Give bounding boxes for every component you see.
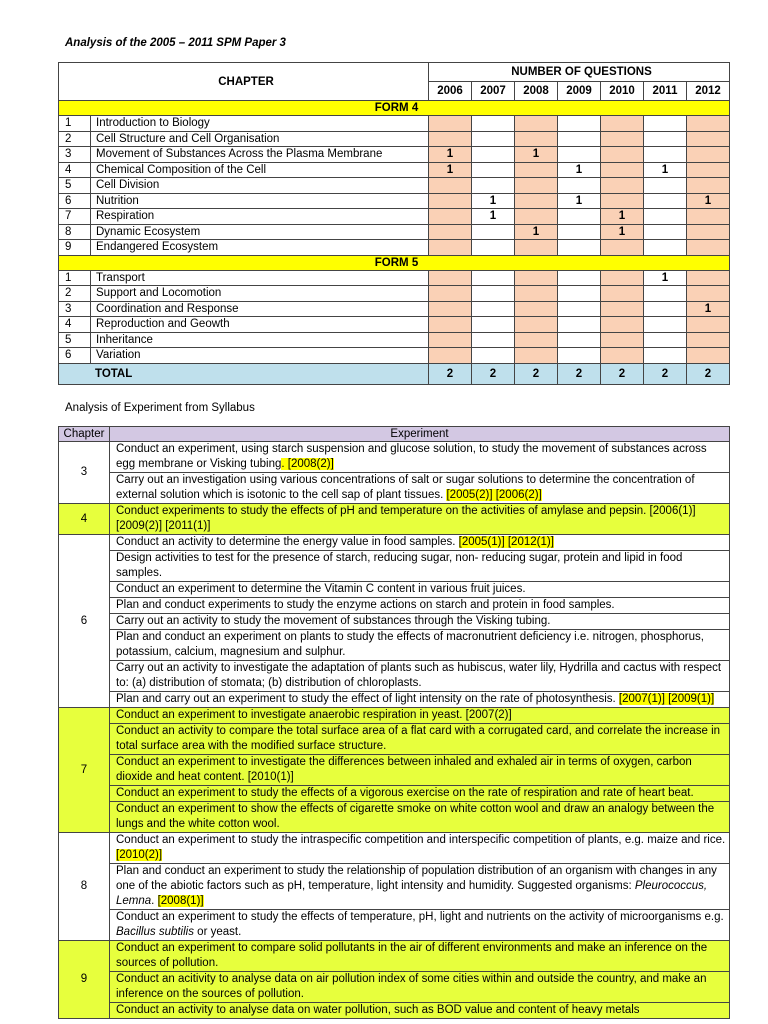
question-count [515, 162, 558, 178]
question-count: 1 [429, 147, 472, 163]
page-title: Analysis of the 2005 – 2011 SPM Paper 3 [65, 37, 286, 49]
experiment-text [110, 614, 730, 630]
question-count [515, 178, 558, 194]
question-count [601, 317, 644, 333]
experiment-text [110, 630, 730, 661]
question-count [472, 178, 515, 194]
question-count [601, 332, 644, 348]
question-count [601, 131, 644, 147]
experiment-segment: Conduct experiments to study the effects of pH and temperature on the activities of amylase and pepsin. [2006(1)] [2009(2)] [2011(1)] [116, 505, 696, 532]
experiment-text [110, 535, 730, 551]
experiment-segment: Conduct an acitivity to analyse data on air pollution index of some cities within and outside the country, and make an inference on the sources of pollution. [116, 973, 707, 1000]
total-count: 2 [472, 363, 515, 384]
chapter-row [59, 116, 730, 132]
question-count [429, 317, 472, 333]
question-count [472, 301, 515, 317]
chapter-row [59, 348, 730, 364]
chapter-header: CHAPTER [59, 63, 429, 101]
chapter-row [59, 317, 730, 333]
question-count [558, 209, 601, 225]
question-count [472, 162, 515, 178]
year-header: 2007 [472, 82, 515, 101]
question-count [644, 147, 687, 163]
question-count [687, 116, 730, 132]
question-count [472, 332, 515, 348]
question-count [429, 332, 472, 348]
question-count: 1 [558, 162, 601, 178]
year-header: 2008 [515, 82, 558, 101]
question-count [558, 286, 601, 302]
year-reference: [2007(1)] [2009(1)] [618, 693, 715, 705]
year-header: 2012 [687, 82, 730, 101]
total-count: 2 [429, 363, 472, 384]
experiment-row [59, 598, 730, 614]
experiment-text [110, 473, 730, 504]
experiment-text [110, 972, 730, 1003]
chapter-name: Endangered Ecosystem [91, 240, 429, 256]
chapter-name: Introduction to Biology [91, 116, 429, 132]
question-count [472, 348, 515, 364]
question-count [429, 286, 472, 302]
experiment-segment: Conduct an experiment to study the effects of temperature, pH, light and nutrients on the activity of microorganisms e.g. [116, 911, 724, 923]
question-count: 1 [687, 301, 730, 317]
experiment-segment: Carry out an activity to investigate the adaptation of plants such as hubiscus, water lily, Hydrilla and cactus with respect to: (a) distribution of stomata; (b) distribution of chloroplasts. [116, 662, 722, 689]
experiment-text [110, 598, 730, 614]
question-count [472, 286, 515, 302]
experiment-segment: Plan and conduct an experiment to study the relationship of population distribution of an organism with changes in any one of the abiotic factors such as pH, temperature, light intensity and humidity. Suggested organisms: [116, 865, 717, 892]
chapter-name: Transport [91, 270, 429, 286]
year-reference: [2005(2)] [2006(2)] [446, 489, 542, 501]
experiment-row [59, 864, 730, 910]
question-count [644, 116, 687, 132]
question-count [429, 270, 472, 286]
question-count [515, 270, 558, 286]
question-count [687, 317, 730, 333]
total-count: 2 [687, 363, 730, 384]
experiment-text [110, 910, 730, 941]
experiment-row [59, 614, 730, 630]
experiment-chapter: 6 [59, 535, 110, 708]
experiment-text [110, 724, 730, 755]
experiment-row [59, 1003, 730, 1019]
question-count [472, 317, 515, 333]
question-count [429, 131, 472, 147]
chapter-row [59, 224, 730, 240]
form4-label-row [59, 101, 730, 116]
question-count [515, 301, 558, 317]
experiment-text [110, 941, 730, 972]
question-count: 1 [644, 162, 687, 178]
experiment-segment: Carry out an activity to study the movement of substances through the Visking tubing. [116, 615, 551, 627]
question-count [429, 209, 472, 225]
question-count: 1 [601, 224, 644, 240]
question-count [558, 240, 601, 256]
year-reference: [2005(1)] [2012(1)] [458, 536, 554, 548]
experiment-row [59, 661, 730, 692]
year-header: 2011 [644, 82, 687, 101]
question-count: 1 [429, 162, 472, 178]
experiment-segment: Plan and conduct an experiment on plants to study the effects of macronutrient deficiency i.e. nitrogen, phosphorus, potassium, calcium, magnesium and sulphur. [116, 631, 704, 658]
chapter-row [59, 178, 730, 194]
form5-label: FORM 5 [59, 255, 730, 270]
experiment-row [59, 972, 730, 1003]
question-count [429, 301, 472, 317]
chapter-row [59, 131, 730, 147]
experiment-text [110, 582, 730, 598]
chapter-row [59, 193, 730, 209]
year-header: 2006 [429, 82, 472, 101]
experiment-text [110, 442, 730, 473]
chapter-name: Movement of Substances Across the Plasma Membrane [91, 147, 429, 163]
question-count [515, 116, 558, 132]
question-count [644, 286, 687, 302]
experiment-segment: Pleurococcus, Lemna [116, 880, 708, 907]
chapter-row [59, 209, 730, 225]
question-count [515, 193, 558, 209]
question-count [515, 332, 558, 348]
question-count [601, 240, 644, 256]
question-count [515, 131, 558, 147]
question-count [429, 348, 472, 364]
question-count [558, 178, 601, 194]
year-reference: [2010(2)] [116, 849, 163, 861]
experiment-row [59, 786, 730, 802]
experiment-segment: Conduct an experiment to investigate the differences between inhaled and exhaled air in terms of oxygen, carbon dioxide and heat content. [2010(1)] [116, 756, 692, 783]
experiment-segment: or yeast. [193, 926, 242, 938]
question-count [515, 348, 558, 364]
experiment-column-header: Experiment [110, 427, 730, 442]
question-count [687, 332, 730, 348]
question-count [558, 116, 601, 132]
question-count [644, 224, 687, 240]
experiment-text [110, 661, 730, 692]
chapter-number: 3 [59, 147, 91, 163]
question-count [601, 270, 644, 286]
question-count [644, 301, 687, 317]
experiment-segment: Conduct an experiment to study the intraspecific competition and interspecific competition of plants, e.g. maize and rice. [116, 834, 726, 846]
question-count [429, 193, 472, 209]
question-count [601, 193, 644, 209]
chapter-name: Variation [91, 348, 429, 364]
experiment-segment: Bacillus subtilis [116, 926, 194, 938]
experiment-header-row [59, 427, 730, 442]
chapter-name: Cell Division [91, 178, 429, 194]
chapter-number: 5 [59, 178, 91, 194]
form4-label: FORM 4 [59, 101, 730, 116]
question-count [687, 131, 730, 147]
experiment-row [59, 473, 730, 504]
question-count [644, 178, 687, 194]
question-count [687, 224, 730, 240]
question-count [515, 240, 558, 256]
question-count: 1 [515, 224, 558, 240]
question-count [472, 131, 515, 147]
question-count [558, 332, 601, 348]
chapter-column-header: Chapter [59, 427, 110, 442]
chapter-number: 4 [59, 162, 91, 178]
experiment-row [59, 692, 730, 708]
experiment-text [110, 551, 730, 582]
question-count [644, 240, 687, 256]
question-count [515, 286, 558, 302]
experiment-row [59, 833, 730, 864]
chapter-name: Coordination and Response [91, 301, 429, 317]
experiment-text [110, 708, 730, 724]
experiment-segment: Conduct an experiment, using starch suspension and glucose solution, to study the movement of substances across egg membrane or Visking tubing [116, 443, 707, 470]
experiment-row [59, 582, 730, 598]
question-count [687, 178, 730, 194]
experiment-segment: Conduct an experiment to investigate anaerobic respiration in yeast. [2007(2)] [116, 709, 512, 721]
section-subtitle: Analysis of Experiment from Syllabus [65, 402, 255, 414]
questions-header: NUMBER OF QUESTIONS [429, 63, 730, 82]
chapter-number: 1 [59, 116, 91, 132]
experiment-text [110, 755, 730, 786]
chapter-row [59, 332, 730, 348]
question-count [515, 317, 558, 333]
experiment-segment: Conduct an experiment to determine the Vitamin C content in various fruit juices. [116, 583, 526, 595]
question-count [644, 317, 687, 333]
question-count [558, 348, 601, 364]
question-count [644, 131, 687, 147]
question-count [472, 270, 515, 286]
question-count [515, 209, 558, 225]
chapter-name: Reproduction and Geowth [91, 317, 429, 333]
experiment-segment: Conduct an activity to analyse data on water pollution, such as BOD value and content of heavy metals [116, 1004, 640, 1016]
question-count [429, 224, 472, 240]
chapter-name: Inheritance [91, 332, 429, 348]
questions-table [58, 62, 730, 385]
chapter-row [59, 240, 730, 256]
chapter-number: 8 [59, 224, 91, 240]
experiment-segment: Conduct an activity to compare the total surface area of a flat card with a corrugated card, and correlate the increase in total surface area with the modified surface structure. [116, 725, 721, 752]
question-count [601, 348, 644, 364]
experiment-segment: Plan and carry out an experiment to study the effect of light intensity on the rate of photosynthesis. [116, 693, 619, 705]
experiment-row [59, 535, 730, 551]
question-count [687, 209, 730, 225]
question-count [558, 224, 601, 240]
question-count: 1 [515, 147, 558, 163]
question-count [687, 270, 730, 286]
experiment-row [59, 708, 730, 724]
question-count: 1 [472, 193, 515, 209]
experiment-row [59, 724, 730, 755]
question-count: 1 [687, 193, 730, 209]
experiment-row [59, 941, 730, 972]
experiment-chapter: 9 [59, 941, 110, 1019]
chapter-name: Cell Structure and Cell Organisation [91, 131, 429, 147]
question-count [644, 332, 687, 348]
question-count [472, 116, 515, 132]
chapter-number: 6 [59, 348, 91, 364]
total-count: 2 [515, 363, 558, 384]
question-count [687, 162, 730, 178]
year-reference: [2008(1)] [157, 895, 204, 907]
experiment-chapter: 4 [59, 504, 110, 535]
question-count [472, 240, 515, 256]
question-count [644, 348, 687, 364]
question-count [601, 116, 644, 132]
question-count [601, 147, 644, 163]
question-count: 1 [558, 193, 601, 209]
experiment-row [59, 442, 730, 473]
question-count [601, 301, 644, 317]
experiment-segment: . [151, 895, 158, 907]
total-label: TOTAL [59, 363, 429, 384]
experiment-row [59, 802, 730, 833]
chapter-row [59, 147, 730, 163]
question-count [601, 178, 644, 194]
experiment-row [59, 910, 730, 941]
total-row [59, 363, 730, 384]
total-count: 2 [601, 363, 644, 384]
experiment-row [59, 551, 730, 582]
experiment-row [59, 755, 730, 786]
chapter-number: 9 [59, 240, 91, 256]
year-header: 2009 [558, 82, 601, 101]
chapter-name: Chemical Composition of the Cell [91, 162, 429, 178]
chapter-name: Support and Locomotion [91, 286, 429, 302]
question-count: 1 [472, 209, 515, 225]
total-count: 2 [558, 363, 601, 384]
experiment-text [110, 833, 730, 864]
question-count [687, 286, 730, 302]
experiment-text [110, 864, 730, 910]
question-count [687, 147, 730, 163]
experiment-segment: Conduct an activity to determine the energy value in food samples. [116, 536, 459, 548]
chapter-number: 6 [59, 193, 91, 209]
question-count [558, 147, 601, 163]
chapter-row [59, 301, 730, 317]
question-count [429, 240, 472, 256]
experiment-segment: Carry out an investigation using various concentrations of salt or sugar solutions to determine the concentration of external solution which is isotonic to the cell sap of plant tissues. [116, 474, 695, 501]
experiment-segment: Conduct an experiment to study the effects of a vigorous exercise on the rate of respiration and rate of heart beat. [116, 787, 694, 799]
question-count [644, 209, 687, 225]
question-count [558, 270, 601, 286]
question-count [687, 348, 730, 364]
question-count [644, 193, 687, 209]
experiment-chapter: 7 [59, 708, 110, 833]
experiment-table [58, 426, 730, 1019]
chapter-row [59, 270, 730, 286]
experiment-chapter: 3 [59, 442, 110, 504]
experiment-text [110, 504, 730, 535]
form5-label-row [59, 255, 730, 270]
experiment-text [110, 786, 730, 802]
question-count: 1 [601, 209, 644, 225]
experiment-row [59, 504, 730, 535]
chapter-number: 7 [59, 209, 91, 225]
question-count: 1 [644, 270, 687, 286]
chapter-number: 1 [59, 270, 91, 286]
question-count [601, 162, 644, 178]
chapter-number: 3 [59, 301, 91, 317]
chapter-name: Nutrition [91, 193, 429, 209]
experiment-segment: Design activities to test for the presence of starch, reducing sugar, non- reducing sugar, protein and lipid in food samples. [116, 552, 683, 579]
question-count [472, 147, 515, 163]
header-row [59, 63, 730, 82]
chapter-number: 2 [59, 131, 91, 147]
experiment-chapter: 8 [59, 833, 110, 941]
question-count [601, 286, 644, 302]
chapter-name: Dynamic Ecosystem [91, 224, 429, 240]
year-reference: . [2008(2)] [281, 458, 334, 470]
experiment-segment: Conduct an experiment to compare solid pollutants in the air of different environments and make an inference on the sources of pollution. [116, 942, 708, 969]
question-count [558, 131, 601, 147]
experiment-segment: Conduct an experiment to show the effects of cigarette smoke on white cotton wool and draw an analogy between the lungs and the white cotton wool. [116, 803, 715, 830]
question-count [558, 317, 601, 333]
experiment-text [110, 1003, 730, 1019]
experiment-text [110, 692, 730, 708]
question-count [558, 301, 601, 317]
experiment-text [110, 802, 730, 833]
experiment-row [59, 630, 730, 661]
chapter-number: 5 [59, 332, 91, 348]
question-count [687, 240, 730, 256]
chapter-number: 2 [59, 286, 91, 302]
chapter-number: 4 [59, 317, 91, 333]
chapter-name: Respiration [91, 209, 429, 225]
chapter-row [59, 162, 730, 178]
chapter-row [59, 286, 730, 302]
question-count [429, 116, 472, 132]
question-count [429, 178, 472, 194]
total-count: 2 [644, 363, 687, 384]
experiment-segment: Plan and conduct experiments to study the enzyme actions on starch and protein in food samples. [116, 599, 615, 611]
question-count [472, 224, 515, 240]
year-header: 2010 [601, 82, 644, 101]
